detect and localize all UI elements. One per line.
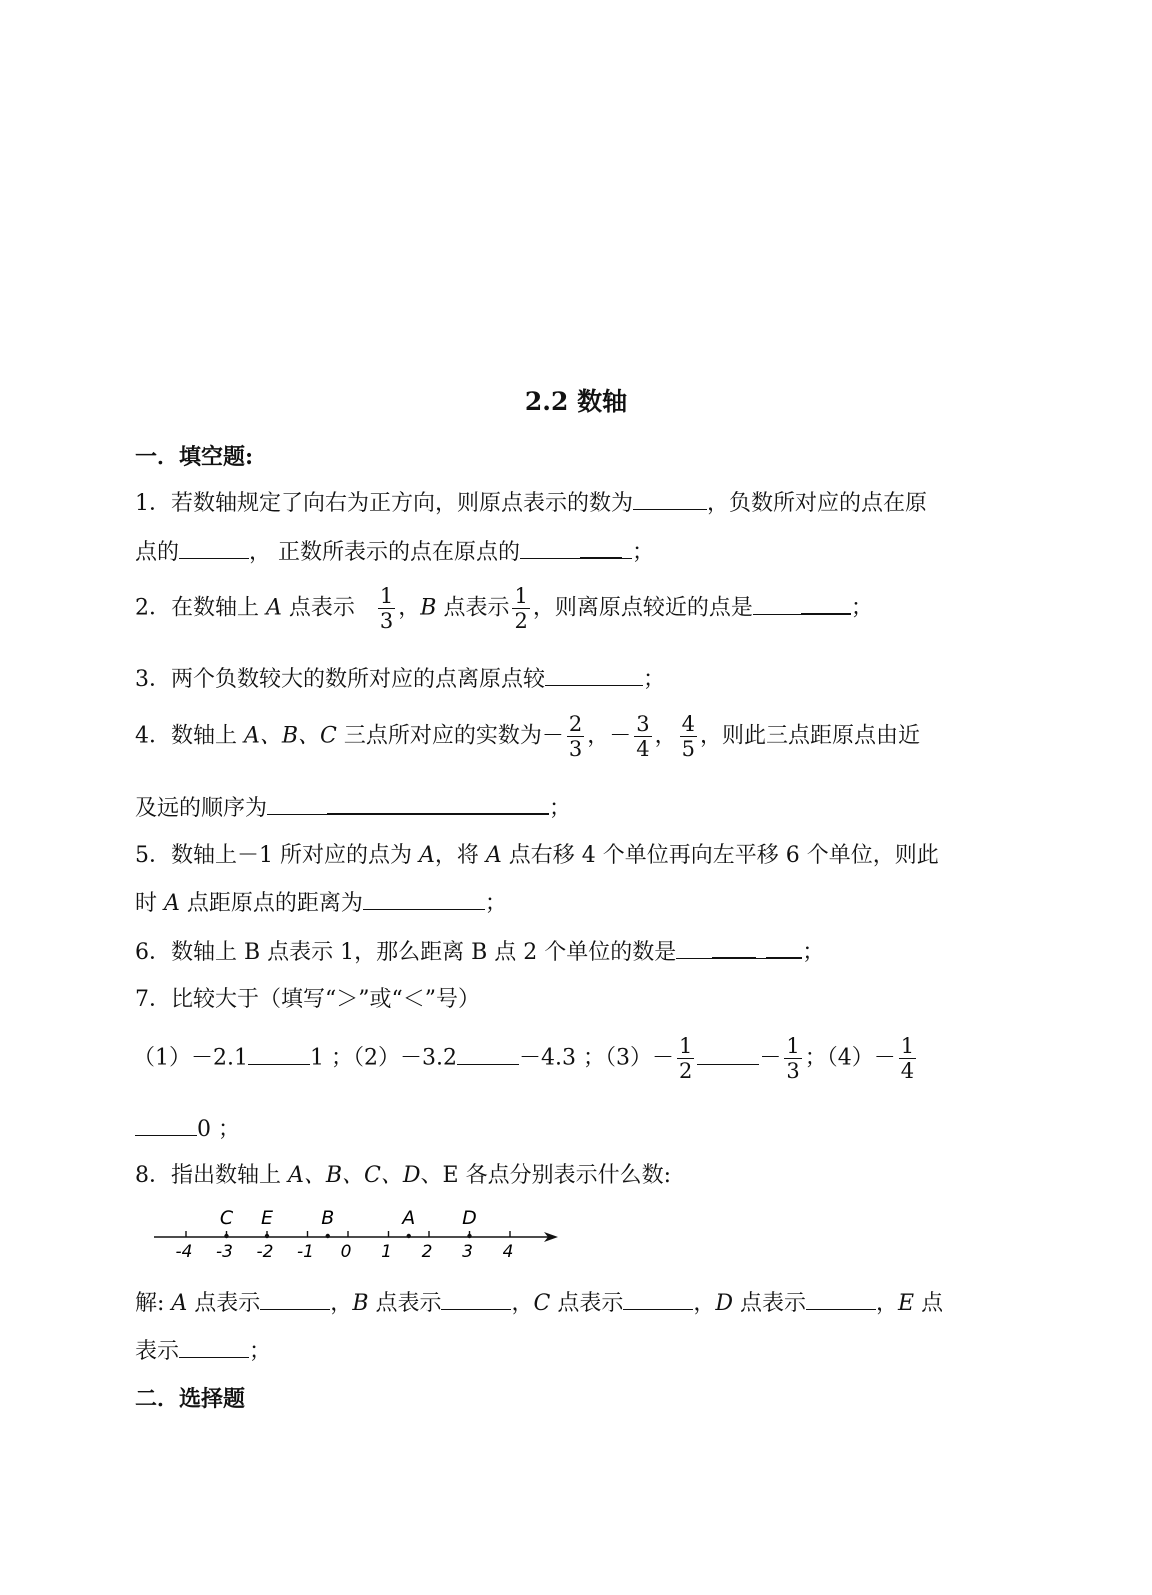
fraction: $\frac{4}{5}$ — [681, 712, 696, 762]
answer-blank-d[interactable] — [806, 1286, 876, 1310]
answer-blank[interactable] — [756, 935, 766, 959]
question-7: 7．比较大于（填写“＞”或“＜”号） — [135, 987, 480, 1012]
axis-tick-label: 0 — [340, 1242, 352, 1262]
section-fill-in-heading: 一．填空题: — [135, 444, 254, 470]
fraction: $\frac{2}{3}$ — [568, 712, 583, 762]
axis-tick-label: 2 — [421, 1242, 433, 1262]
question-6: 6．数轴上 B 点表示 1，那么距离 B 点 2 个单位的数是 ； — [135, 934, 1005, 966]
axis-tick-label: -1 — [297, 1242, 314, 1262]
answer-blank[interactable] — [520, 535, 580, 559]
point-b-marker — [326, 1234, 330, 1238]
number-line-figure — [140, 1200, 580, 1270]
question-4-line-2: 及远的顺序为 ； — [135, 790, 1005, 822]
question-5-line-1: 5．数轴上－1 所对应的点为 A，将 A 点右移 4 个单位再向左平移 6 个单位，则此 — [135, 843, 939, 868]
answer-blank[interactable] — [545, 662, 643, 686]
answer-blank[interactable] — [766, 934, 802, 959]
point-a-marker — [407, 1234, 411, 1238]
point-e-marker — [265, 1234, 269, 1238]
question-4-line-1: 4．数轴上 A、B、C 三点所对应的实数为－ $\frac{2}{3}$ ，－ $\frac{3}{4}$ ， $\frac{4}{5}$ ，则此三点距原点由近 — [135, 712, 921, 762]
axis-tick-label: 3 — [462, 1242, 473, 1262]
point-a-label: A — [402, 1207, 416, 1229]
fraction: $\frac{1}{3}$ — [379, 584, 394, 634]
answer-blank[interactable] — [179, 535, 249, 559]
section-multiple-choice-heading: 二．选择题 — [135, 1386, 246, 1412]
axis-tick-label: -2 — [256, 1242, 274, 1262]
fraction: $\frac{1}{3}$ — [786, 1034, 800, 1084]
answer-blank[interactable] — [753, 591, 801, 615]
answer-blank[interactable] — [327, 790, 549, 815]
answer-blank-e[interactable] — [179, 1334, 249, 1358]
answer-blank-b[interactable] — [441, 1286, 511, 1310]
question-1-line-1: 1．若数轴规定了向右为正方向，则原点表示的数为 ，负数所对应的点在原 — [135, 486, 1005, 517]
question-1-line-2: 点的 ， 正数所表示的点在原点的 ； — [135, 534, 1005, 566]
page-title: 2.2 数轴 — [524, 387, 628, 416]
point-d-marker — [467, 1234, 471, 1238]
answer-blank[interactable] — [801, 590, 851, 615]
answer-blank-a[interactable] — [260, 1286, 330, 1310]
point-e-label: E — [260, 1207, 274, 1229]
answer-blank[interactable] — [622, 535, 632, 559]
answer-blank[interactable] — [676, 935, 712, 959]
question-8: 8．指出数轴上 A、B、C、D、E 各点分别表示什么数: — [135, 1163, 671, 1188]
answer-blank[interactable] — [457, 1041, 519, 1065]
answer-blank[interactable] — [363, 886, 485, 910]
answer-blank[interactable] — [135, 1112, 197, 1136]
answer-blank-c[interactable] — [623, 1286, 693, 1310]
answer-blank[interactable] — [697, 1041, 759, 1065]
answer-blank[interactable] — [580, 534, 622, 559]
fraction: $\frac{1}{4}$ — [900, 1034, 915, 1084]
point-b-label: B — [321, 1207, 335, 1229]
axis-tick-label: 4 — [502, 1242, 514, 1262]
question-5-line-2: 时 A 点距原点的距离为 ； — [135, 886, 1005, 917]
axis-tick-label: 1 — [381, 1242, 392, 1262]
fraction: $\frac{1}{2}$ — [514, 584, 528, 634]
answer-blank[interactable] — [267, 791, 327, 815]
answer-blank[interactable] — [633, 486, 707, 510]
point-d-label: D — [462, 1207, 477, 1229]
question-8-answer-line-1: 解: A 点表示 ，B 点表示 ，C 点表示 ，D 点表示 ，E 点 — [135, 1286, 1005, 1317]
question-7-part-4-continued: 0 ； — [135, 1112, 1005, 1143]
fraction: $\frac{3}{4}$ — [636, 712, 650, 762]
fraction: $\frac{1}{2}$ — [678, 1034, 693, 1084]
point-c-marker — [224, 1234, 228, 1238]
question-7-parts: （1）－2.1 1 ；（2）－3.2 －4.3 ；（3）－ $\frac{1}{2}$ － $\frac{1}{3}$ ；（4）－ $\frac{1}{4}$ — [133, 1034, 915, 1084]
axis-tick-label: -4 — [175, 1242, 193, 1262]
question-2: 2．在数轴上 A 点表示 $\frac{1}{3}$ ，B 点表示 $\frac{1}{2}$ ，则离原点较近的点是 ； — [135, 584, 873, 634]
axis-tick-label: -3 — [216, 1242, 233, 1262]
point-c-label: C — [219, 1207, 234, 1229]
answer-blank[interactable] — [248, 1041, 310, 1065]
answer-blank[interactable] — [712, 934, 756, 959]
question-8-answer-line-2: 表示 ； — [135, 1334, 1005, 1365]
question-3: 3．两个负数较大的数所对应的点离原点较 ； — [135, 662, 1005, 693]
